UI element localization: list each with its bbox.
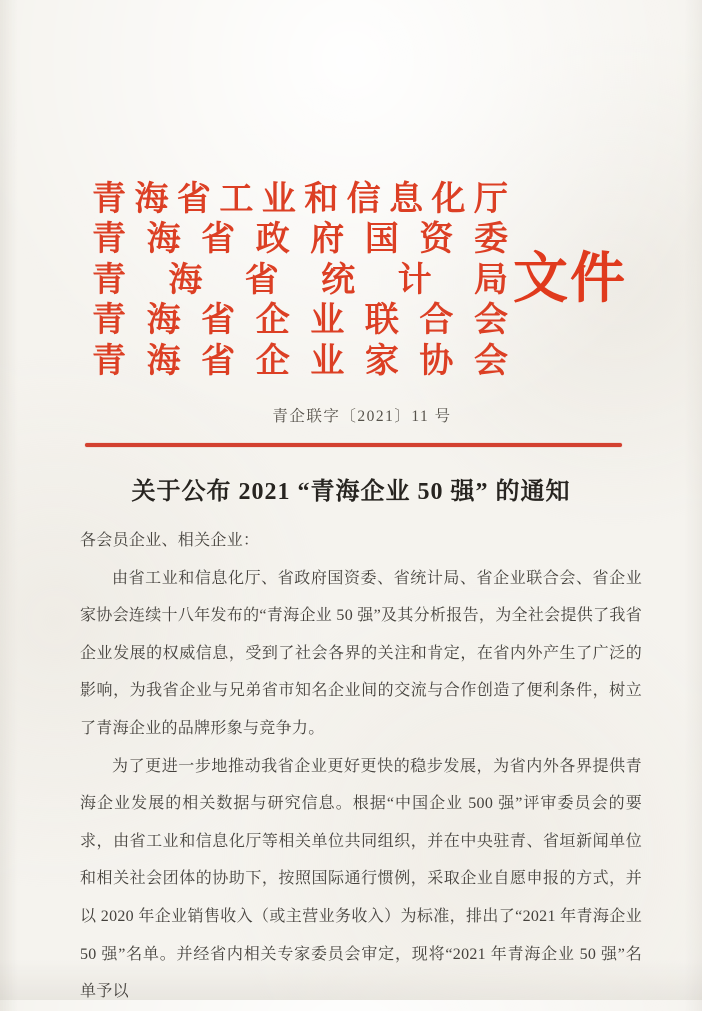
- salutation-line: 各会员企业、相关企业：: [80, 532, 260, 549]
- letterhead-org-line: 青 海 省 政 府 国 资 委: [92, 221, 508, 259]
- notice-title: 关于公布 2021 “青海企业 50 强” 的通知: [131, 479, 571, 505]
- document-number: 青企联字〔2021〕11 号: [272, 408, 452, 425]
- letterhead-org-line: 青 海 省 企 业 联 合 会: [92, 302, 508, 340]
- notice-body: [80, 522, 642, 1011]
- red-divider-line: [85, 443, 622, 447]
- red-letterhead: [92, 180, 508, 382]
- body-paragraph: 由省工业和信息化厅、省政府国资委、省统计局、省企业联合会、省企业家协会连续十八年发布的“青海企业 50 强”及其分析报告，为全社会提供了我省企业发展的权威信息，受到了社会各界的关注和肯定，在省内外产生了广泛的影响，为我省企业与兄弟省市知名企业间的交流与合作创造了便利条件，树立了青海企业的品牌形象与竞争力。: [80, 569, 642, 737]
- letterhead-org-line: 青 海 省 企 业 家 协 会: [92, 342, 508, 380]
- file-label: 文件: [513, 248, 628, 309]
- letterhead-org-line: 青 海 省 统 计 局: [92, 261, 508, 299]
- body-paragraph: 为了更进一步地推动我省企业更好更快的稳步发展，为省内外各界提供青海企业发展的相关数据与研究信息。根据“中国企业 500 强”评审委员会的要求，由省工业和信息化厅等相关单位共同组织，并在中央驻青、省垣新闻单位和相关社会团体的协助下，按照国际通行惯例，采取企业自愿申报的方式，并以 2020 年企业销售收入（或主营业务收入）为标准，排出了“2021 年青海企业 50 强”名单。并经省内相关专家委员会审定，现将“2021 年青海企业 50 强”名单予以: [80, 757, 642, 1001]
- letterhead-org-line: 青 海 省 工 业 和 信 息 化 厅: [92, 181, 508, 218]
